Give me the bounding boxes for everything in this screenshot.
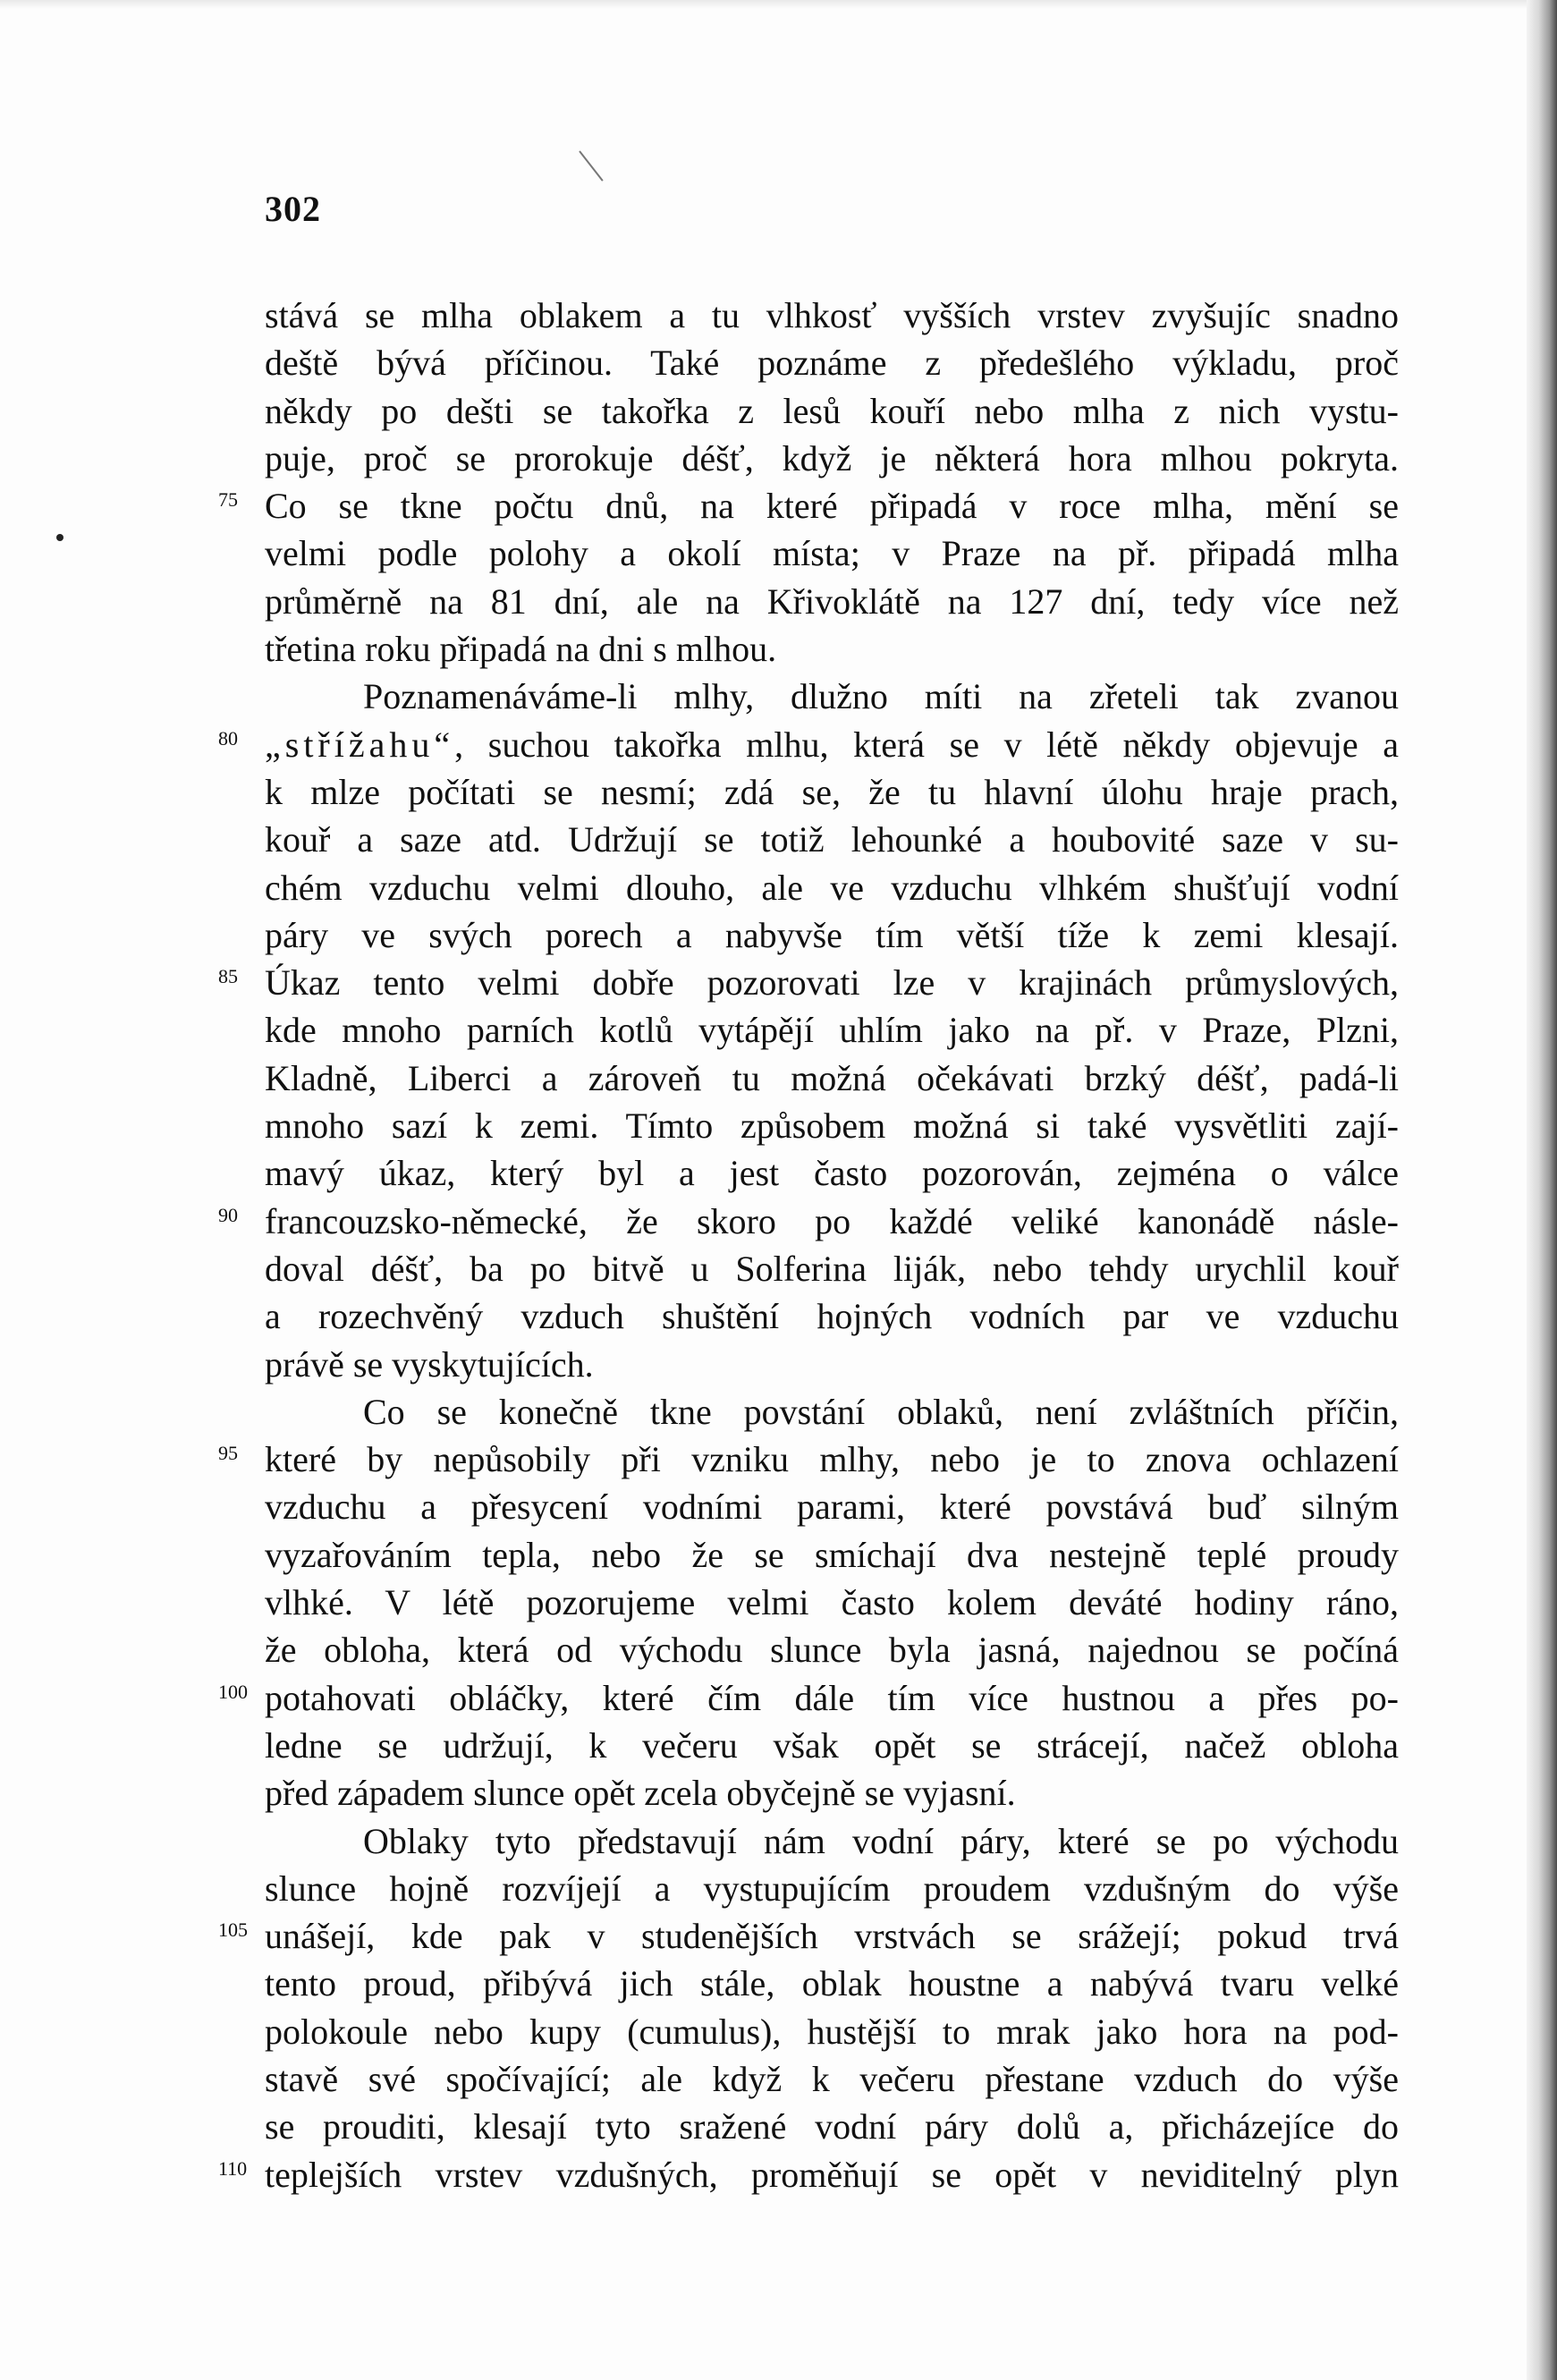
text-line: mavý úkaz, který byl a jest často pozorován, zejména o válce xyxy=(265,1153,1399,1194)
text-line: páry ve svých porech a nabyvše tím větší tíže k zemi klesají. xyxy=(265,914,1399,955)
text-line: velmi podle polohy a okolí místa; v Praze na př. připadá mlha xyxy=(265,533,1399,574)
text-line: Poznamenáváme-li mlhy, dlužno míti na zřeteli tak zvanou xyxy=(363,676,1399,717)
text-line: před západem slunce opět zcela obyčejně se vyjasní. xyxy=(265,1773,1016,1814)
body-text xyxy=(218,292,1399,2198)
line-number: 85 xyxy=(218,965,238,988)
text-line xyxy=(218,482,1399,529)
text-line: se prouditi, klesají tyto sražené vodní páry dolů a, přicházejíce do xyxy=(265,2106,1399,2147)
page-number: 302 xyxy=(265,189,321,229)
text-line: někdy po dešti se takořka z lesů kouří nebo mlha z nich vystu- xyxy=(265,390,1399,431)
text-line: třetina roku připadá na dni s mlhou. xyxy=(265,629,777,670)
text-line: slunce hojně rozvíjejí a vystupujícím proudem vzdušným do výše xyxy=(265,1868,1399,1909)
line-text: francouzsko-německé, že skoro po každé veliké kanonádě násle- xyxy=(265,1200,1399,1241)
text-line: vyzařováním tepla, nebo že se smíchají dva nestejně teplé proudy xyxy=(265,1534,1399,1575)
text-line xyxy=(218,721,1399,768)
text-line: průměrně na 81 dní, ale na Křivoklátě na 127 dní, tedy více než xyxy=(265,580,1399,622)
text-line xyxy=(218,1198,1399,1245)
margin-dot xyxy=(56,534,63,541)
text-line xyxy=(218,1674,1399,1722)
text-line xyxy=(218,1436,1399,1483)
line-text: které by nepůsobily při vzniku mlhy, nebo je to znova ochlazení xyxy=(265,1439,1399,1480)
text-line: stavě své spočívající; ale když k večeru přestane vzduch do výše xyxy=(265,2058,1399,2099)
line-number: 100 xyxy=(218,1680,248,1703)
text-line: tento proud, přibývá jich stále, oblak houstne a nabývá tvaru velké xyxy=(265,1963,1399,2004)
text-line xyxy=(218,959,1399,1006)
line-number: 90 xyxy=(218,1203,238,1226)
text-line: vzduchu a přesycení vodními parami, které povstává buď silným xyxy=(265,1486,1399,1528)
line-text: , suchou takořka mlhu, která se v létě někdy objevuje a xyxy=(454,724,1399,765)
text-line: mnoho sazí k zemi. Tímto způsobem možná si také vysvětliti zají- xyxy=(265,1105,1399,1147)
text-line xyxy=(218,1912,1399,1960)
scan-mark xyxy=(579,150,603,181)
line-number: 105 xyxy=(218,1918,248,1942)
line-text: teplejších vrstev vzdušných, proměňují se opět v neviditelný plyn xyxy=(265,2154,1399,2195)
text-line: kde mnoho parních kotlů vytápějí uhlím jako na př. v Praze, Plzni, xyxy=(265,1010,1399,1051)
text-line: a rozechvěný vzduch shuštění hojných vodních par ve vzduchu xyxy=(265,1296,1399,1337)
text-line: chém vzduchu velmi dlouho, ale ve vzduchu vlhkém shušťují vodní xyxy=(265,867,1399,908)
line-number: 80 xyxy=(218,726,238,750)
spaced-term: „střížahu“ xyxy=(265,724,455,765)
text-line: Co se konečně tkne povstání oblaků, není zvláštních příčin, xyxy=(363,1391,1399,1432)
text-line: že obloha, která od východu slunce byla jasná, najednou se počíná xyxy=(265,1630,1399,1671)
text-line xyxy=(218,2151,1399,2198)
line-text: potahovati obláčky, které čím dále tím více hustnou a přes po- xyxy=(265,1677,1399,1718)
text-line: stává se mlha oblakem a tu vlhkosť vyšších vrstev zvyšujíc snadno xyxy=(265,295,1399,335)
line-number: 110 xyxy=(218,2156,248,2180)
scan-top-edge xyxy=(0,0,1557,9)
text-line: puje, proč se prorokuje déšť, když je některá hora mlhou pokryta. xyxy=(265,437,1399,479)
line-text: unášejí, kde pak v studenějších vrstvách se srážejí; pokud trvá xyxy=(265,1916,1399,1957)
text-line: vlhké. V létě pozorujeme velmi často kolem deváté hodiny ráno, xyxy=(265,1582,1399,1623)
text-line: polokoule nebo kupy (cumulus), hustější to mrak jako hora na pod- xyxy=(265,2011,1399,2052)
text-line: právě se vyskytujících. xyxy=(265,1343,594,1385)
text-line: Oblaky tyto představují nám vodní páry, které se po východu xyxy=(363,1820,1399,1861)
text-line: Kladně, Liberci a zároveň tu možná očekávati brzký déšť, padá-li xyxy=(265,1057,1399,1098)
scan-binding-shadow xyxy=(1527,0,1557,2380)
text-line: doval déšť, ba po bitvě u Solferina liják, nebo tehdy urychlil kouř xyxy=(265,1248,1399,1289)
line-number: 95 xyxy=(218,1442,238,1465)
line-text: Co se tkne počtu dnů, na které připadá v roce mlha, mění se xyxy=(265,486,1399,527)
line-text: Úkaz tento velmi dobře pozorovati lze v krajinách průmyslových, xyxy=(265,962,1399,1004)
text-line: ledne se udržují, k večeru však opět se strácejí, načež obloha xyxy=(265,1724,1399,1766)
text-line: k mlze počítati se nesmí; zdá se, že tu hlavní úlohu hraje prach, xyxy=(265,771,1399,812)
text-line: kouř a saze atd. Udržují se totiž lehounké a houbovité saze v su- xyxy=(265,819,1399,860)
text-line: deště bývá příčinou. Také poznáme z předešlého výkladu, proč xyxy=(265,343,1399,384)
line-number: 75 xyxy=(218,488,238,512)
